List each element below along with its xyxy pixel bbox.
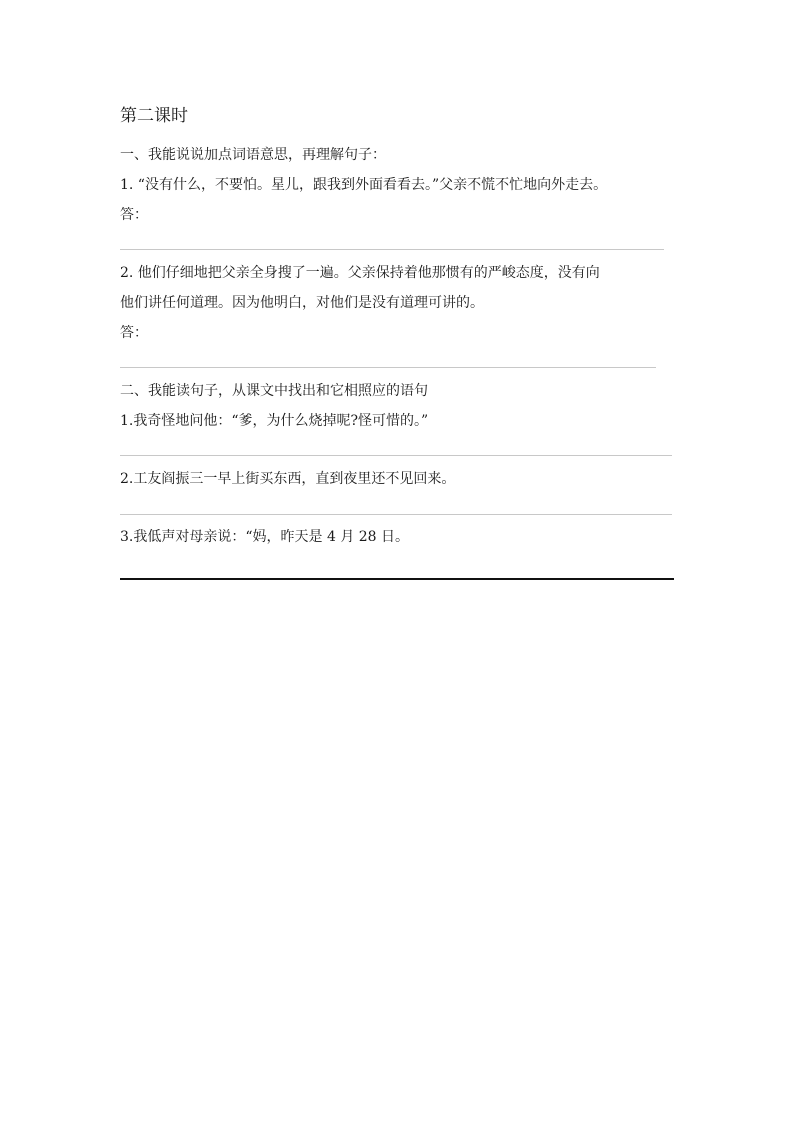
- question-2-answer-line: [120, 367, 656, 368]
- page-title: 第二课时: [120, 106, 188, 126]
- question-2-answer-label: 答：: [120, 325, 148, 341]
- section2-item-1-answer-line: [120, 455, 672, 456]
- section1-heading: 一、我能说说加点词语意思，再理解句子：: [120, 147, 386, 163]
- question-2-text-line2: 他们讲任何道理。因为他明白，对他们是没有道理可讲的。: [120, 295, 484, 311]
- section2-item-1: 1.我奇怪地问他：“爹，为什么烧掉呢?怪可惜的。”: [120, 413, 429, 429]
- section2-item-2-answer-line: [120, 514, 672, 515]
- question-1-answer-label: 答：: [120, 207, 148, 223]
- question-1-answer-line: [120, 249, 664, 250]
- question-1-text: 1. “没有什么，不要怕。星儿，跟我到外面看看去。”父亲不慌不忙地向外走去。: [120, 177, 608, 193]
- section2-heading: 二、我能读句子，从课文中找出和它相照应的语句: [120, 383, 428, 399]
- section2-item-3: 3.我低声对母亲说：“妈，昨天是 4 月 28 日。: [120, 529, 410, 545]
- section2-item-3-answer-line: [120, 578, 674, 580]
- section2-item-2: 2.工友阎振三一早上街买东西，直到夜里还不见回来。: [120, 471, 456, 487]
- question-2-text-line1: 2. 他们仔细地把父亲全身搜了一遍。父亲保持着他那惯有的严峻态度，没有向: [120, 265, 600, 281]
